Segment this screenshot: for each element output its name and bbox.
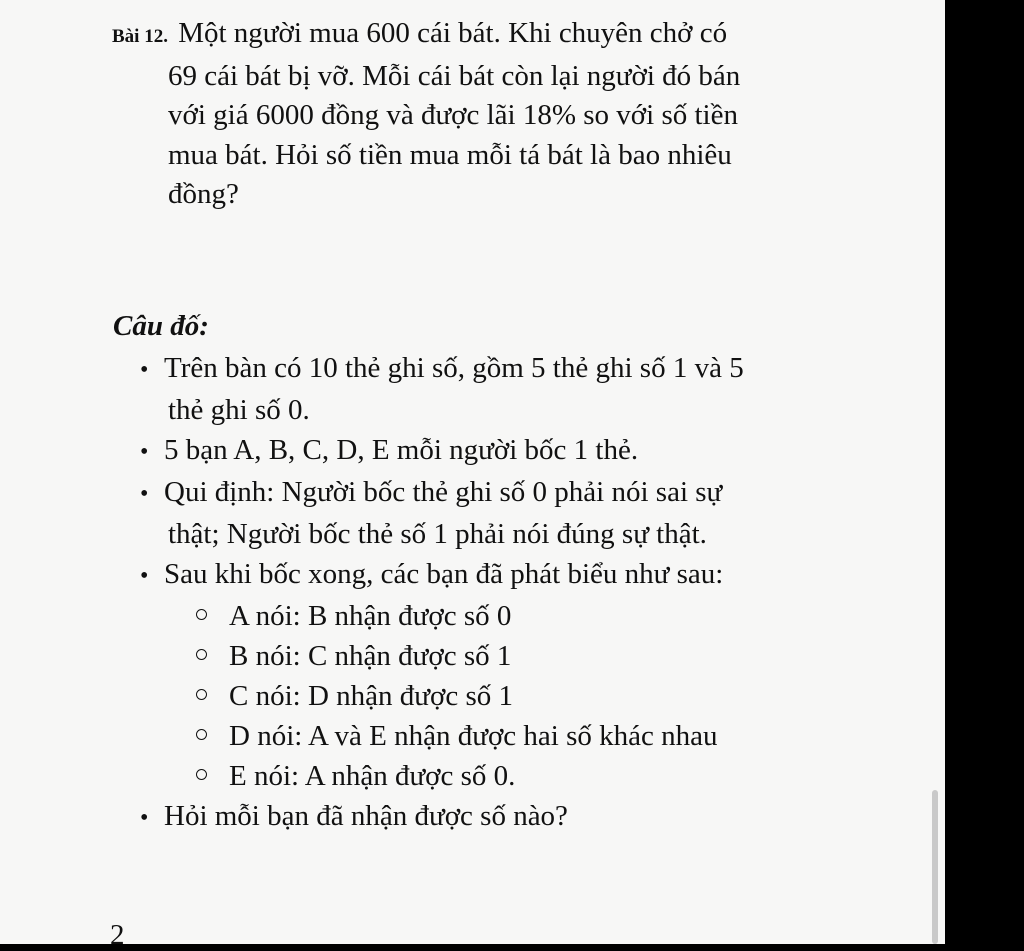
problem-12-line-1 — [112, 14, 872, 57]
bullet-icon: • — [140, 563, 149, 589]
bullet-icon: • — [140, 357, 149, 383]
problem-12-label: Bài 12. — [112, 26, 168, 47]
circle-bullet-icon — [196, 609, 207, 620]
problem-12-line-3: với giá 6000 đồng và được lãi 18% so với số tiền — [168, 99, 738, 131]
problem-12-line-4: mua bát. Hỏi số tiền mua mỗi tá bát là bao nhiêu — [168, 138, 732, 171]
bullet-text: 5 bạn A, B, C, D, E mỗi người bốc 1 thẻ. — [164, 434, 639, 466]
riddle-title: Câu đố: — [113, 310, 209, 342]
bullet-text: Trên bàn có 10 thẻ ghi số, gồm 5 thẻ ghi số 1 và 5 — [164, 352, 744, 384]
circle-bullet-icon — [196, 769, 207, 780]
bullet-item — [140, 430, 880, 472]
bullet-item — [140, 348, 880, 430]
circle-bullet-icon — [196, 649, 207, 660]
question-text: Hỏi mỗi bạn đã nhận được số nào? — [164, 800, 568, 832]
bullet-text-cont: thật; Người bốc thẻ số 1 phải nói đúng sự thật. — [168, 518, 707, 550]
statement-item — [140, 716, 880, 756]
statement-item — [140, 596, 880, 636]
problem-12-text-1: Một người mua 600 cái bát. Khi chuyên chở có — [178, 17, 728, 49]
statement-text: C nói: D nhận được số 1 — [229, 680, 513, 712]
statement-text: A nói: B nhận được số 0 — [229, 600, 512, 632]
scrollbar[interactable] — [932, 790, 938, 944]
circle-bullet-icon — [196, 729, 207, 740]
statement-item — [140, 676, 880, 716]
circle-bullet-icon — [196, 689, 207, 700]
bullet-item — [140, 554, 880, 596]
bullet-text: Qui định: Người bốc thẻ ghi số 0 phải nói sai sự — [164, 476, 723, 508]
problem-12-line-5: đồng? — [168, 178, 239, 210]
problem-12-line-2: 69 cái bát bị vỡ. Mỗi cái bát còn lại người đó bán — [168, 59, 741, 92]
statement-item — [140, 756, 880, 796]
bullet-icon: • — [140, 805, 149, 831]
riddle-bullets — [140, 348, 880, 838]
bullet-icon: • — [140, 439, 149, 465]
statement-text: D nói: A và E nhận được hai số khác nhau — [229, 720, 718, 752]
statement-item — [140, 636, 880, 676]
statement-text: B nói: C nhận được số 1 — [229, 640, 512, 672]
bullet-text: Sau khi bốc xong, các bạn đã phát biểu như sau: — [164, 558, 724, 590]
bullet-text-cont: thẻ ghi số 0. — [168, 394, 310, 426]
statement-text: E nói: A nhận được số 0. — [229, 760, 516, 792]
page-number: 2 — [110, 919, 125, 951]
bullet-item — [140, 472, 880, 554]
bullet-icon: • — [140, 481, 149, 507]
problem-12 — [112, 14, 872, 215]
bullet-item — [140, 796, 880, 838]
